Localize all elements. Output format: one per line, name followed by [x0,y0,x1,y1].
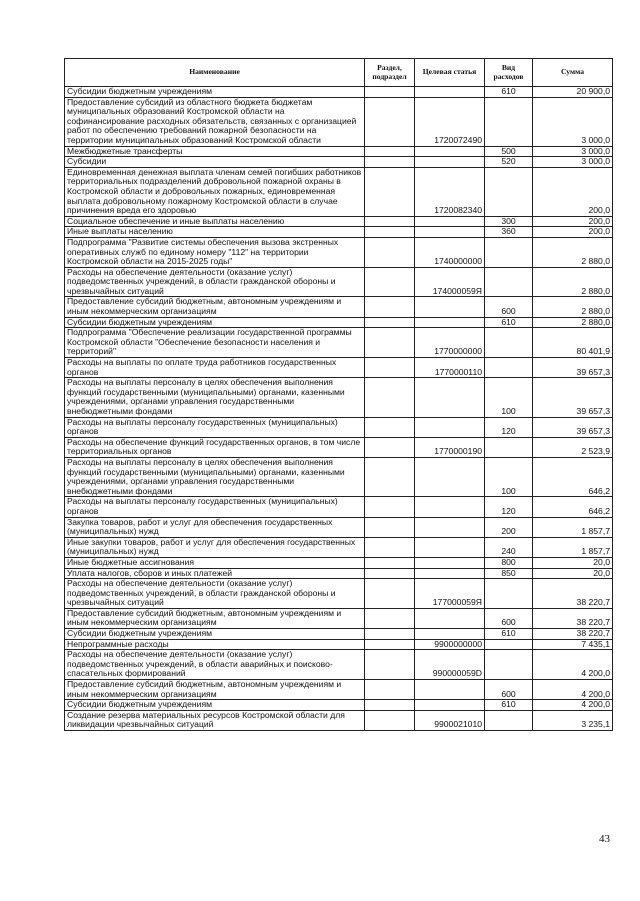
cell-target [415,608,485,628]
cell-type [485,97,533,146]
table-row [65,146,613,157]
cell-target [415,568,485,579]
cell-section [365,87,415,98]
cell-amount: 2 880,0 [533,317,613,328]
cell-target [415,557,485,568]
cell-section [365,267,415,297]
cell-type [485,267,533,297]
cell-amount: 3 000,0 [533,146,613,157]
cell-amount: 200,0 [533,167,613,216]
table-row [65,568,613,579]
header-amount: Сумма [533,59,613,87]
cell-section [365,680,415,700]
table-row [65,437,613,457]
cell-amount: 38 220,7 [533,608,613,628]
cell-section [365,557,415,568]
table-row [65,417,613,437]
cell-target: 1740000000 [415,237,485,267]
table-row [65,680,613,700]
cell-type: 610 [485,87,533,98]
cell-section [365,417,415,437]
header-section: Раздел, подраздел [365,59,415,87]
cell-type: 610 [485,629,533,640]
table-row [65,700,613,711]
table-row [65,517,613,537]
cell-name: Предоставление субсидий бюджетным, автономным учреждениям и иным некоммерческим организациям [65,608,365,628]
table-row [65,267,613,297]
table-row [65,537,613,557]
cell-amount: 80 401,9 [533,328,613,358]
cell-section [365,650,415,680]
cell-type: 300 [485,216,533,227]
cell-section [365,227,415,238]
cell-section [365,629,415,640]
cell-target [415,680,485,700]
cell-amount: 39 657,3 [533,417,613,437]
cell-name: Расходы на обеспечение деятельности (оказание услуг) подведомственных учреждений, в области аварийных и поисково-спасательных формирований [65,650,365,680]
table-row [65,457,613,496]
cell-type [485,639,533,650]
cell-type: 610 [485,700,533,711]
cell-section [365,497,415,517]
budget-table [64,58,613,731]
cell-target: 1720082340 [415,167,485,216]
cell-target: 1720072490 [415,97,485,146]
cell-target [415,297,485,317]
cell-name: Субсидии бюджетным учреждениям [65,317,365,328]
cell-amount: 20,0 [533,568,613,579]
table-row [65,608,613,628]
cell-name: Субсидии бюджетным учреждениям [65,700,365,711]
cell-amount: 4 200,0 [533,700,613,711]
cell-target [415,157,485,168]
cell-target [415,537,485,557]
cell-target [415,457,485,496]
cell-amount: 646,2 [533,497,613,517]
cell-section [365,157,415,168]
cell-amount: 1 857,7 [533,537,613,557]
cell-name: Расходы на обеспечение деятельности (оказание услуг) подведомственных учреждений, в области гражданской обороны и чрезвычайных ситуаций [65,267,365,297]
cell-amount: 3 000,0 [533,97,613,146]
cell-type: 520 [485,157,533,168]
cell-name: Непрограммные расходы [65,639,365,650]
cell-type: 120 [485,417,533,437]
cell-name: Уплата налогов, сборов и иных платежей [65,568,365,579]
table-row [65,650,613,680]
cell-name: Расходы на выплаты персоналу государственных (муниципальных) органов [65,497,365,517]
cell-type: 120 [485,497,533,517]
cell-amount: 200,0 [533,227,613,238]
cell-target [415,417,485,437]
cell-type [485,437,533,457]
cell-type: 600 [485,297,533,317]
cell-section [365,97,415,146]
cell-amount: 39 657,3 [533,358,613,378]
cell-target [415,497,485,517]
cell-target [415,87,485,98]
cell-target: 9900000000 [415,639,485,650]
cell-amount: 200,0 [533,216,613,227]
cell-type [485,328,533,358]
cell-name: Закупка товаров, работ и услуг для обеспечения государственных (муниципальных) нужд [65,517,365,537]
cell-target: 1770000110 [415,358,485,378]
cell-section [365,437,415,457]
table-row [65,157,613,168]
cell-target [415,227,485,238]
cell-name: Межбюджетные трансферты [65,146,365,157]
page-number: 43 [599,833,610,845]
cell-target: 174000059Я [415,267,485,297]
cell-target [415,146,485,157]
cell-type: 800 [485,557,533,568]
table-body [65,87,613,731]
cell-section [365,317,415,328]
cell-name: Расходы на выплаты персоналу государственных (муниципальных) органов [65,417,365,437]
cell-section [365,639,415,650]
cell-section [365,517,415,537]
cell-section [365,358,415,378]
table-row [65,297,613,317]
cell-amount: 7 435,1 [533,639,613,650]
cell-type: 500 [485,146,533,157]
cell-target: 990000059D [415,650,485,680]
header-name: Наименование [65,59,365,87]
cell-amount: 3 235,1 [533,710,613,730]
cell-amount: 20,0 [533,557,613,568]
cell-section [365,700,415,711]
cell-name: Предоставление субсидий бюджетным, автономным учреждениям и иным некоммерческим организациям [65,680,365,700]
cell-name: Расходы на выплаты по оплате труда работников государственных органов [65,358,365,378]
cell-amount: 646,2 [533,457,613,496]
cell-amount: 38 220,7 [533,579,613,609]
cell-target: 1770000000 [415,328,485,358]
cell-target [415,517,485,537]
cell-type [485,237,533,267]
cell-name: Субсидии бюджетным учреждениям [65,629,365,640]
table-row [65,639,613,650]
table-row [65,629,613,640]
cell-section [365,328,415,358]
cell-amount: 4 200,0 [533,680,613,700]
cell-target: 9900021010 [415,710,485,730]
cell-amount: 2 523,9 [533,437,613,457]
table-row [65,378,613,417]
table-row [65,87,613,98]
cell-section [365,457,415,496]
table-row [65,710,613,730]
table-row [65,557,613,568]
cell-amount: 39 657,3 [533,378,613,417]
cell-name: Подпрограмма "Развитие системы обеспечения вызова экстренных оперативных служб по единому номеру "112" на территории Костромской области на 2015-2025 годы" [65,237,365,267]
cell-target [415,700,485,711]
cell-section [365,579,415,609]
cell-amount: 2 880,0 [533,297,613,317]
cell-amount: 20 900,0 [533,87,613,98]
cell-name: Иные закупки товаров, работ и услуг для обеспечения государственных (муниципальных) нужд [65,537,365,557]
cell-type [485,710,533,730]
cell-section [365,237,415,267]
table-row [65,216,613,227]
cell-section [365,568,415,579]
table-row [65,328,613,358]
cell-section [365,710,415,730]
cell-type: 610 [485,317,533,328]
cell-section [365,146,415,157]
cell-type [485,650,533,680]
table-row [65,97,613,146]
cell-name: Расходы на выплаты персоналу в целях обеспечения выполнения функций государственными (муниципальными) органами, казенными учреждениями, органами управления государственными внебюджетными фондами [65,457,365,496]
table-header-row [65,59,613,87]
header-type: Вид расходов [485,59,533,87]
cell-type: 100 [485,457,533,496]
cell-name: Единовременная денежная выплата членам семей погибших работников территориальных подразделений добровольной пожарной охраны в Костромской области и добровольных пожарных, единовременная выплата добровольному пожарному Костромской области в случае причинения вреда его здоровью [65,167,365,216]
cell-section [365,608,415,628]
table-row [65,579,613,609]
cell-type: 360 [485,227,533,238]
cell-name: Расходы на обеспечение деятельности (оказание услуг) подведомственных учреждений, в области гражданской обороны и чрезвычайных ситуаций [65,579,365,609]
cell-target [415,317,485,328]
cell-amount: 38 220,7 [533,629,613,640]
cell-target [415,216,485,227]
cell-name: Субсидии бюджетным учреждениям [65,87,365,98]
table-row [65,237,613,267]
cell-target [415,629,485,640]
cell-name: Расходы на выплаты персоналу в целях обеспечения выполнения функций государственными (муниципальными) органами, казенными учреждениями, органами управления государственными внебюджетными фондами [65,378,365,417]
cell-amount: 2 880,0 [533,267,613,297]
cell-name: Подпрограмма "Обеспечение реализации государственной программы Костромской области "Обеспечение безопасности населения и территорий" [65,328,365,358]
cell-amount: 2 880,0 [533,237,613,267]
cell-name: Создание резерва материальных ресурсов Костромской области для ликвидации чрезвычайных ситуаций [65,710,365,730]
cell-amount: 3 000,0 [533,157,613,168]
cell-type [485,167,533,216]
cell-type [485,579,533,609]
cell-name: Иные бюджетные ассигнования [65,557,365,568]
table-row [65,358,613,378]
cell-type: 850 [485,568,533,579]
cell-section [365,216,415,227]
cell-type: 100 [485,378,533,417]
table-row [65,227,613,238]
cell-name: Субсидии [65,157,365,168]
cell-section [365,537,415,557]
cell-target: 177000059Я [415,579,485,609]
cell-type: 240 [485,537,533,557]
cell-name: Предоставление субсидий бюджетным, автономным учреждениям и иным некоммерческим организациям [65,297,365,317]
cell-amount: 1 857,7 [533,517,613,537]
cell-name: Расходы на обеспечение функций государственных органов, в том числе территориальных органов [65,437,365,457]
cell-amount: 4 200,0 [533,650,613,680]
cell-section [365,167,415,216]
table-row [65,167,613,216]
cell-type: 600 [485,680,533,700]
cell-type: 600 [485,608,533,628]
cell-target [415,378,485,417]
cell-name: Социальное обеспечение и иные выплаты населению [65,216,365,227]
table-row [65,497,613,517]
cell-target: 1770000190 [415,437,485,457]
cell-section [365,297,415,317]
cell-type [485,358,533,378]
cell-name: Иные выплаты населению [65,227,365,238]
header-target: Целевая статья [415,59,485,87]
cell-type: 200 [485,517,533,537]
cell-section [365,378,415,417]
cell-name: Предоставление субсидий из областного бюджета бюджетам муниципальных образований Костромской области на софинансирование расходных обязательств, связанных с организацией работ по обеспечению требований пожарной безопасности на территории муниципальных образований Костромской области [65,97,365,146]
table-row [65,317,613,328]
